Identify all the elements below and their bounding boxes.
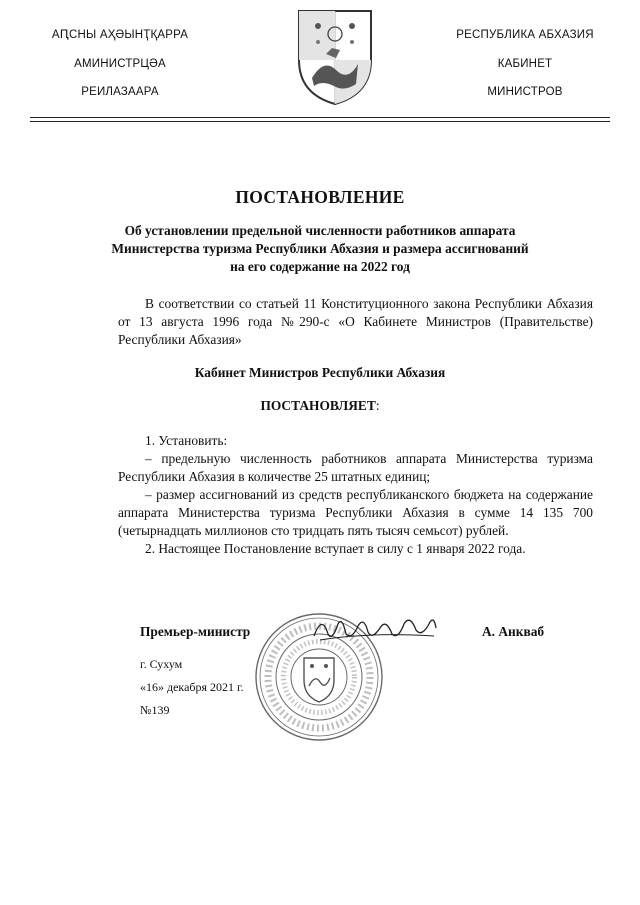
resolution-word: ПОСТАНОВЛЯЕТ — [260, 398, 376, 413]
handwritten-signature-icon — [310, 610, 440, 646]
resolution-colon: : — [375, 398, 380, 413]
preamble-paragraph: В соответствии со статьей 11 Конституционного закона Республики Абхазия от 13 августа 1996 года №290-с «О Кабинете Министров (Правительстве) Республики Абхазия» — [118, 296, 593, 347]
resolution-heading — [0, 398, 640, 414]
header-divider-thick — [30, 117, 610, 118]
document-number: №139 — [140, 703, 170, 717]
list-item: – размер ассигнований из средств республиканского бюджета на содержание аппарата Министерства туризма Республики Абхазия в сумме 14 135 700 (четырнадцать миллионов сто тридцать пять тысяч семьсот) рублей. — [118, 487, 593, 538]
header-right-block — [425, 28, 625, 114]
signatory-name: А. Анкваб — [482, 624, 545, 639]
header-left-line-1: АԤСНЫ АҲӘЫНҬҚАРРА — [51, 29, 189, 41]
coat-of-arms-icon — [296, 8, 374, 106]
document-date: «16» декабря 2021 г. — [140, 680, 244, 694]
document-title: ПОСТАНОВЛЕНИЕ — [235, 187, 405, 207]
signatory-role: Премьер-министр — [140, 624, 251, 639]
list-item: 1. Установить: — [145, 433, 228, 448]
list-item: 2. Настоящее Постановление вступает в силу с 1 января 2022 года. — [145, 541, 526, 556]
header-left-line-2: АМИНИСТРЦӘА — [74, 57, 166, 70]
header-right-line-2: КАБИНЕТ — [497, 57, 553, 70]
subject-line-1: Об установлении предельной численности работников аппарата — [124, 223, 516, 238]
document-subject — [80, 222, 560, 276]
issuer-line: Кабинет Министров Республики Абхазия — [194, 365, 446, 380]
document-city: г. Сухум — [140, 657, 183, 671]
header-right-line-3: МИНИСТРОВ — [487, 86, 563, 98]
header-right-line-1: РЕСПУБЛИКА АБХАЗИЯ — [456, 29, 594, 41]
header-divider-thin — [30, 121, 610, 122]
header-left-block — [20, 28, 220, 114]
list-item: – предельную численность работников аппарата Министерства туризма Республики Абхазия в количестве 25 штатных единиц; — [118, 451, 593, 484]
subject-line-2: Министерства туризма Республики Абхазия и размера ассигнований — [111, 241, 529, 256]
resolution-items — [118, 432, 593, 558]
subject-line-3: на его содержание на 2022 год — [230, 259, 410, 274]
header-left-line-3: РЕИЛАЗААРА — [81, 86, 159, 98]
